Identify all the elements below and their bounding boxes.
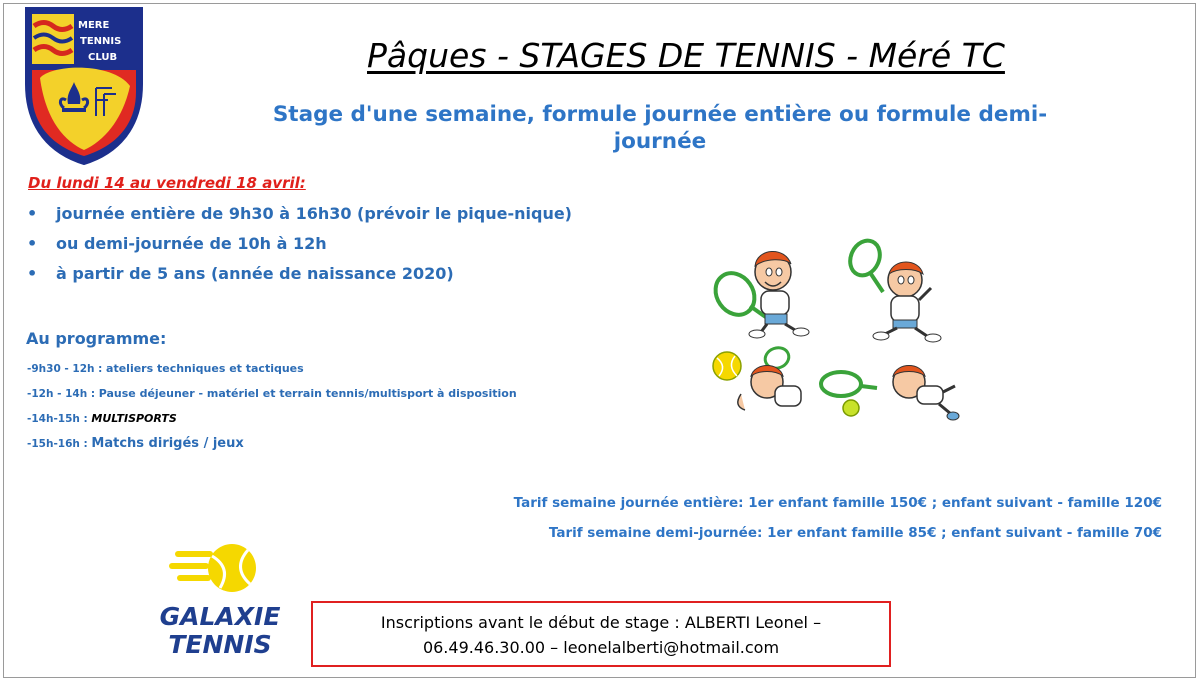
programme-activity: ateliers techniques et tactiques bbox=[106, 362, 304, 375]
programme-activity: MULTISPORTS bbox=[91, 412, 177, 425]
galaxie-tennis-logo bbox=[150, 540, 290, 665]
programme-item bbox=[27, 410, 517, 435]
logo-line1: MERE bbox=[78, 20, 110, 31]
bullet-text: ou demi-journée de 10h à 12h bbox=[56, 234, 327, 253]
inscription-line2: 06.49.46.30.00 – leonelalberti@hotmail.com bbox=[422, 638, 780, 657]
programme-item bbox=[27, 435, 517, 460]
inscription-box bbox=[311, 601, 891, 667]
subtitle-line2: journée bbox=[613, 129, 707, 154]
schedule-bullet-list bbox=[27, 201, 572, 291]
stage-dates: Du lundi 14 au vendredi 18 avril: bbox=[28, 174, 306, 192]
subtitle bbox=[180, 101, 1140, 155]
player-2-illustration bbox=[845, 236, 941, 342]
programme-heading: Au programme: bbox=[26, 329, 167, 348]
bullet-text: journée entière de 9h30 à 16h30 (prévoir le pique-nique) bbox=[56, 204, 572, 223]
bullet-dot-icon: • bbox=[27, 204, 38, 223]
programme-item bbox=[27, 385, 517, 410]
inscription-line1: Inscriptions avant le début de stage : ALBERTI Leonel – bbox=[380, 613, 822, 632]
cartoon-tennis-players-illustration bbox=[705, 236, 960, 431]
tarif-full-day: Tarif semaine journée entière: 1er enfant famille 150€ ; enfant suivant - famille 120€ bbox=[513, 495, 1162, 511]
club-shield-logo bbox=[22, 4, 146, 167]
programme-time: -14h-15h : bbox=[27, 413, 92, 425]
bullet-item bbox=[27, 261, 572, 291]
subtitle-line1: Stage d'une semaine, formule journée entière ou formule demi- bbox=[272, 102, 1048, 127]
player-1-illustration bbox=[708, 251, 809, 338]
programme-list bbox=[27, 360, 517, 460]
bullet-dot-icon: • bbox=[27, 264, 38, 283]
page-title: Pâques - STAGES DE TENNIS - Méré TC bbox=[367, 36, 1005, 75]
programme-time: -9h30 - 12h : bbox=[27, 363, 107, 375]
bullet-item bbox=[27, 231, 572, 261]
programme-activity: Pause déjeuner - matériel et terrain tennis/multisport à disposition bbox=[98, 387, 517, 400]
galaxie-line1: GALAXIE bbox=[159, 602, 281, 631]
galaxie-line2: TENNIS bbox=[168, 630, 272, 659]
player-4-illustration bbox=[821, 366, 959, 421]
programme-activity: Matchs dirigés / jeux bbox=[91, 436, 244, 451]
logo-line3: CLUB bbox=[88, 52, 118, 63]
bullet-item bbox=[27, 201, 572, 231]
programme-time: -15h-16h : bbox=[27, 438, 92, 450]
programme-item bbox=[27, 360, 517, 385]
tennis-ball-icon bbox=[172, 544, 256, 592]
bullet-text: à partir de 5 ans (année de naissance 2020) bbox=[56, 264, 454, 283]
tarif-half-day: Tarif semaine demi-journée: 1er enfant famille 85€ ; enfant suivant - famille 70€ bbox=[548, 525, 1162, 541]
player-3-illustration bbox=[713, 344, 801, 410]
programme-time: -12h - 14h : bbox=[27, 388, 99, 400]
logo-line2: TENNIS bbox=[80, 36, 122, 47]
bullet-dot-icon: • bbox=[27, 234, 38, 253]
